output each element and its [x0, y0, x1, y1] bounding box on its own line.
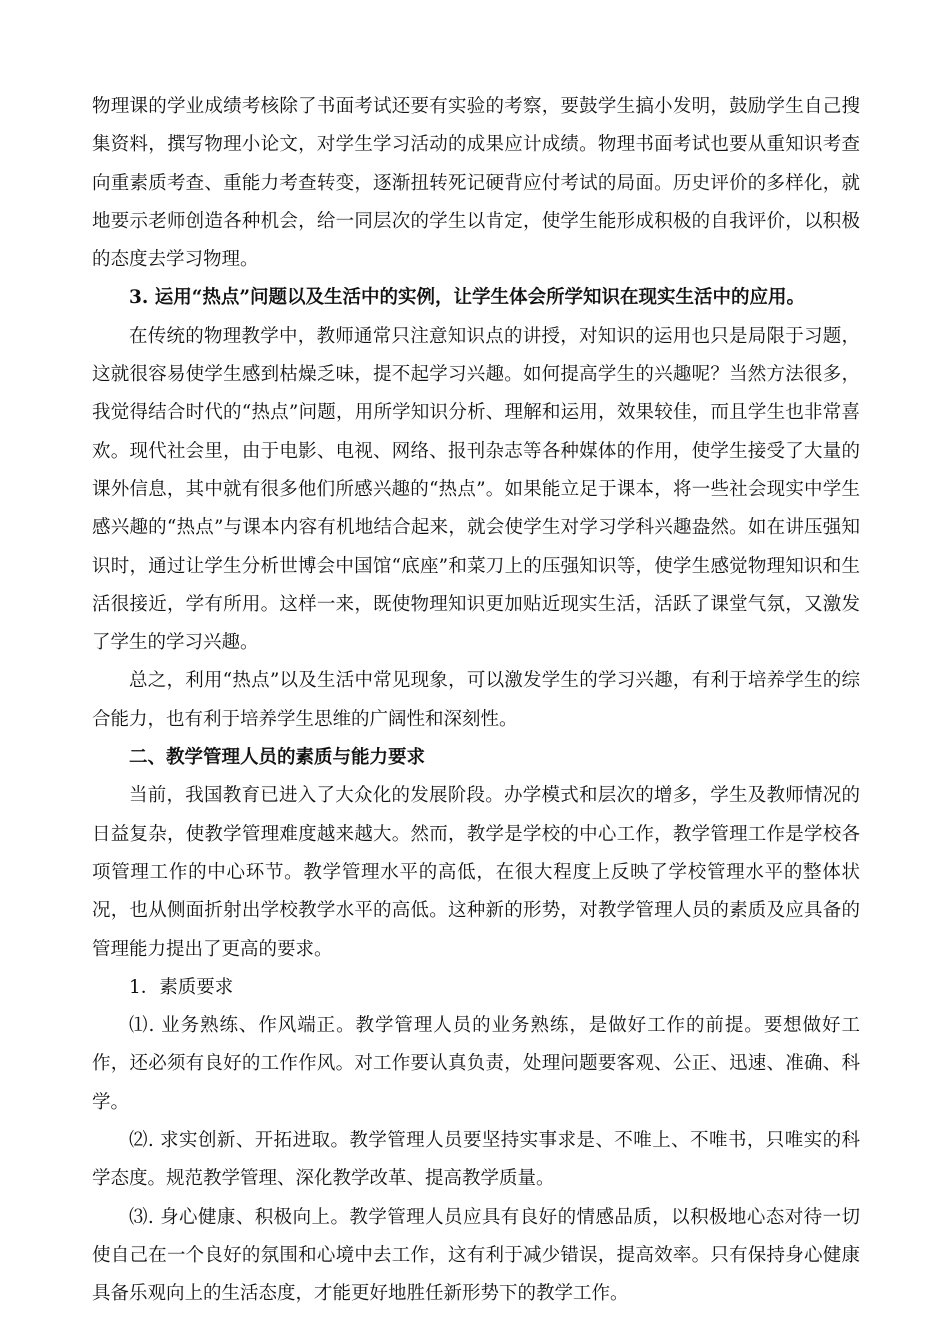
document-page — [92, 88, 860, 1314]
paragraph-assessment-continued: 物理课的学业成绩考核除了书面考试还要有实验的考察，要鼓学生搞小发明，鼓励学生自己搜集资料，撰写物理小论文，对学生学习活动的成果应计成绩。物理书面考试也要从重知识考查向重素质考查、重能力考查转变，逐渐扭转死记硬背应付考试的局面。历史评价的多样化，就地要示老师创造各种机会，给一同层次的学生以肯定，使学生能形成积极的自我评价，以积极的态度去学习物理。 — [92, 96, 860, 271]
list-item-1: ⑴. 业务熟练、作风端正。教学管理人员的业务熟练，是做好工作的前提。要想做好工作，还必须有良好的工作作风。对工作要认真负责，处理问题要客观、公正、迅速、准确、科学。 — [92, 1015, 860, 1113]
paragraph-education-current: 当前，我国教育已进入了大众化的发展阶段。办学模式和层次的增多，学生及教师情况的日益复杂，使教学管理难度越来越大。然而，教学是学校的中心工作，教学管理工作是学校各项管理工作的中心环节。教学管理水平的高低，在很大程度上反映了学校管理水平的整体状况，也从侧面折射出学校教学水平的高低。这种新的形势，对教学管理人员的素质及应具备的管理能力提出了更高的要求。 — [92, 785, 860, 960]
subheading-quality-requirements: 1．素质要求 — [129, 976, 234, 998]
list-item-2: ⑵. 求实创新、开拓进取。教学管理人员要坚持实事求是、不唯上、不唯书，只唯实的科学态度。规范教学管理、深化教学改革、提高教学质量。 — [92, 1130, 860, 1190]
paragraph-summary: 总之，利用“热点”以及生活中常见现象，可以激发学生的学习兴趣，有利于培养学生的综合能力，也有利于培养学生思维的广阔性和深刻性。 — [92, 670, 860, 730]
paragraph-traditional-teaching: 在传统的物理教学中，教师通常只注意知识点的讲授，对知识的运用也只是局限于习题，这就很容易使学生感到枯燥乏味，提不起学习兴趣。如何提高学生的兴趣呢？当然方法很多，我觉得结合时代的“热点”问题，用所学知识分析、理解和运用，效果较佳，而且学生也非常喜欢。现代社会里，由于电影、电视、网络、报刊杂志等各种媒体的作用，使学生接受了大量的课外信息，其中就有很多他们所感兴趣的“热点”。如果能立足于课本，将一些社会现实中学生感兴趣的“热点”与课本内容有机地结合起来，就会使学生对学习学科兴趣盎然。如在讲压强知识时，通过让学生分析世博会中国馆“底座”和菜刀上的压强知识等，使学生感觉物理知识和生活很接近，学有所用。这样一来，既使物理知识更加贴近现实生活，活跃了课堂气氛，又激发了学生的学习兴趣。 — [92, 325, 860, 654]
heading-management-quality: 二、教学管理人员的素质与能力要求 — [129, 747, 426, 769]
heading-hot-topics: 3. 运用“热点”问题以及生活中的实例，让学生体会所学知识在现实生活中的应用。 — [129, 287, 806, 309]
list-item-3: ⑶. 身心健康、积极向上。教学管理人员应具有良好的情感品质，以积极地心态对待一切使自己在一个良好的氛围和心境中去工作，这有利于减少错误，提高效率。只有保持身心健康具备乐观向上的生活态度，才能更好地胜任新形势下的教学工作。 — [92, 1206, 860, 1305]
